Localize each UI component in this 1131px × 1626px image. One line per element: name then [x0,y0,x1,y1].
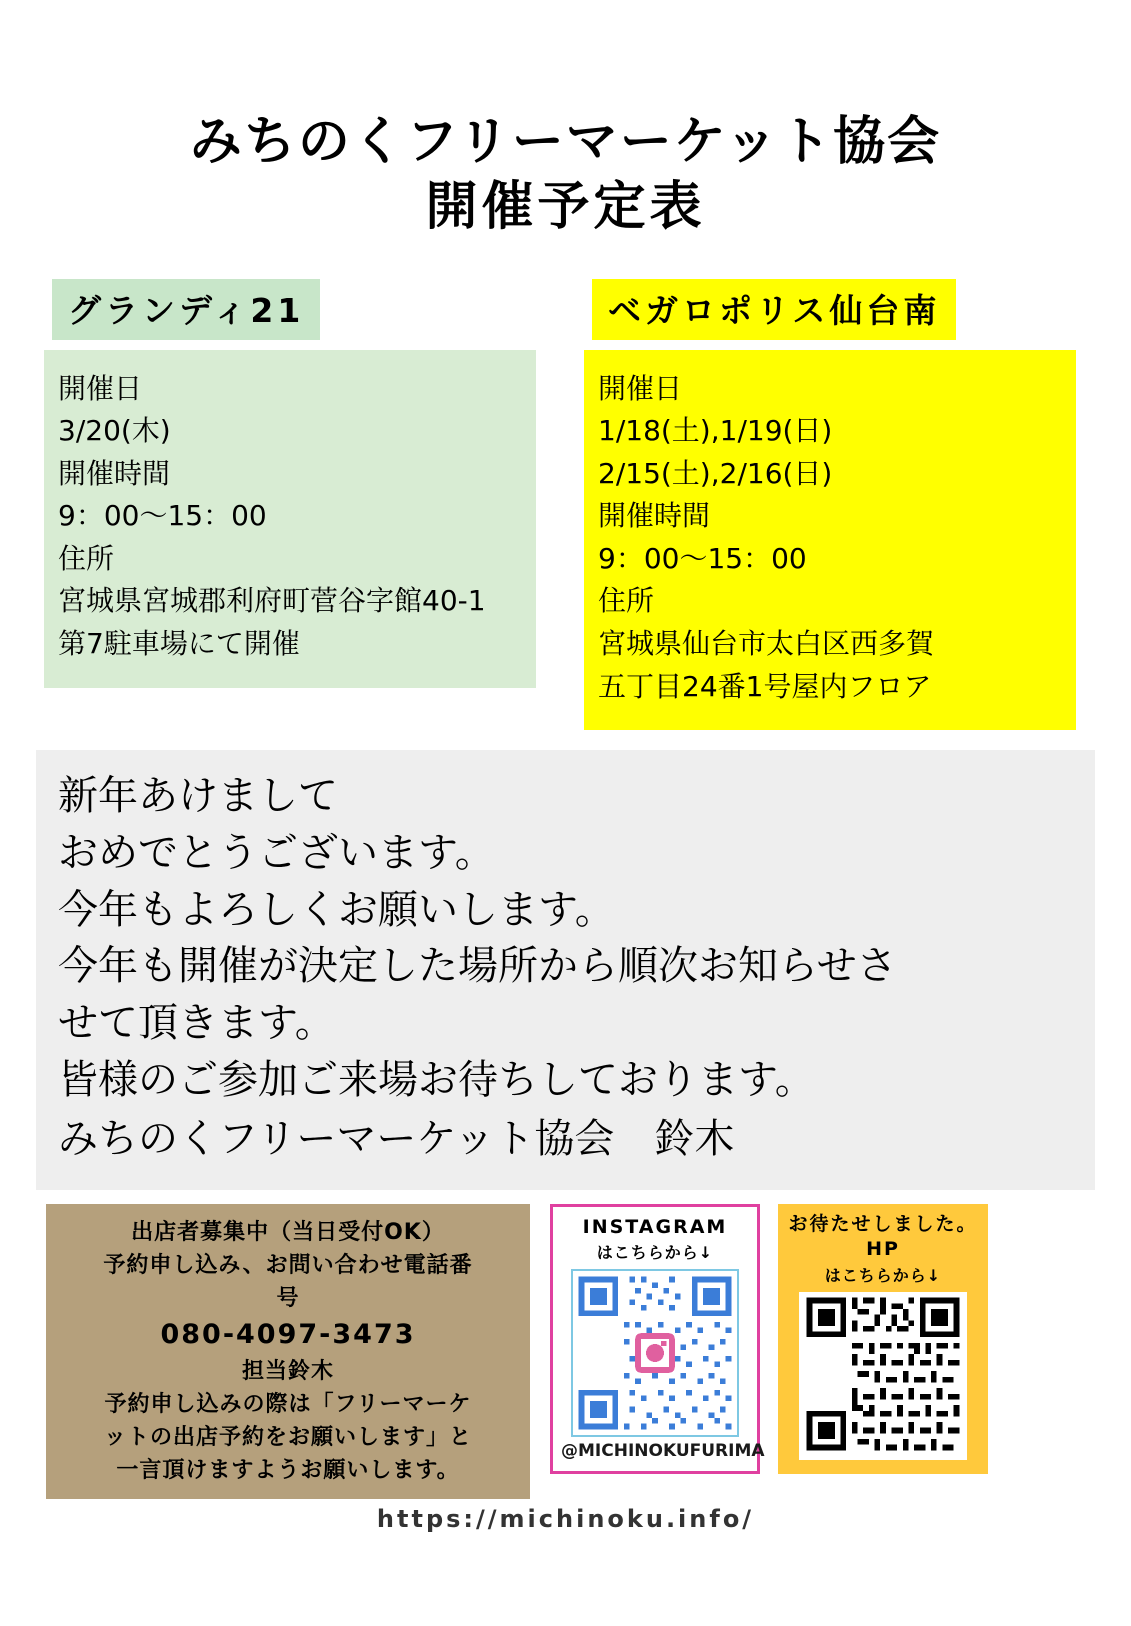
venue-line: 五丁目24番1号屋内フロア [598,669,932,703]
recruit-line: 予約申し込みの際は「フリーマーケ [104,1392,472,1418]
footer-row [46,1204,1095,1500]
issue-date-banner [0,26,1131,110]
instagram-handle: @MICHINOKUFURIMA [561,1441,765,1462]
greeting-message [36,750,1095,1190]
instagram-card-title: INSTAGRAM [582,1215,728,1238]
venue-card-vegalopolis [584,279,1076,730]
venue-line: 宮城県仙台市太白区西多賀 [598,627,935,660]
qr-code-area [550,1204,988,1475]
recruit-line: 担当鈴木 [241,1359,334,1385]
message-line: 今年も開催が決定した場所から順次お知らせさ [58,943,897,990]
recruit-line: 出店者募集中（当日受付OK） [131,1219,445,1245]
title-line-1: みちのくフリーマーケット協会 [189,112,942,172]
message-signature: みちのくフリーマーケット協会 鈴木 [58,1115,735,1162]
hp-card-subtitle: はこちらから↓ [824,1265,942,1285]
recruit-line: 予約申し込み、お問い合わせ電話番 [103,1252,473,1278]
venue-line: 宮城県宮城郡利府町菅谷字館40-1 [58,584,486,618]
homepage-url[interactable]: https://michinoku.info/ [376,1505,755,1534]
message-line: 新年あけまして [58,773,338,820]
recruit-info-panel [46,1204,530,1500]
message-line: せて頂きます。 [58,1000,335,1047]
venue-line: 住所 [58,541,115,575]
venue-details-grandi21 [44,350,536,688]
instagram-qr-card[interactable] [550,1204,765,1475]
instagram-card-subtitle: はこちらから↓ [596,1243,714,1263]
recruit-line: 一言頂けますようお願いします。 [116,1458,460,1484]
venue-line: 開催時間 [58,456,171,490]
recruit-line: 号 [276,1285,300,1311]
venue-details-vegalopolis [584,350,1076,730]
venue-columns [44,279,1087,730]
venue-name-vegalopolis: ベガロポリス仙台南 [592,279,956,340]
title-line-2: 開催予定表 [425,177,706,238]
venue-name-grandi21: グランディ21 [52,279,320,340]
message-line: 今年もよろしくお願いします。 [58,886,615,933]
message-line: おめでとうございます。 [58,829,495,876]
venue-line: 2/15(土),2/16(日) [598,456,833,490]
page-title [0,112,1131,239]
venue-line: 9：00〜15：00 [598,541,807,575]
venue-line: 開催日 [598,371,683,405]
venue-line: 第7駐車場にて開催 [58,627,300,660]
message-line: 皆様のご参加ご来場お待ちしております。 [58,1057,815,1104]
venue-line: 開催時間 [598,499,711,533]
venue-line: 住所 [598,584,655,618]
venue-line: 3/20(木) [58,414,171,448]
hp-card-title-2: HP [866,1238,900,1261]
hp-card-title: お待たせしました。 [788,1212,978,1235]
instagram-qr-code[interactable] [571,1269,739,1437]
homepage-qr-card[interactable] [778,1204,988,1474]
venue-card-grandi21 [44,279,536,688]
contact-phone-number[interactable]: 080-4097-3473 [160,1318,416,1350]
recruit-line: ットの出店予約をお願いします」と [103,1425,472,1451]
venue-line: 1/18(土),1/19(日) [598,414,833,448]
homepage-qr-code[interactable] [799,1292,967,1460]
venue-line: 9：00〜15：00 [58,499,267,533]
venue-line: 開催日 [58,371,143,405]
